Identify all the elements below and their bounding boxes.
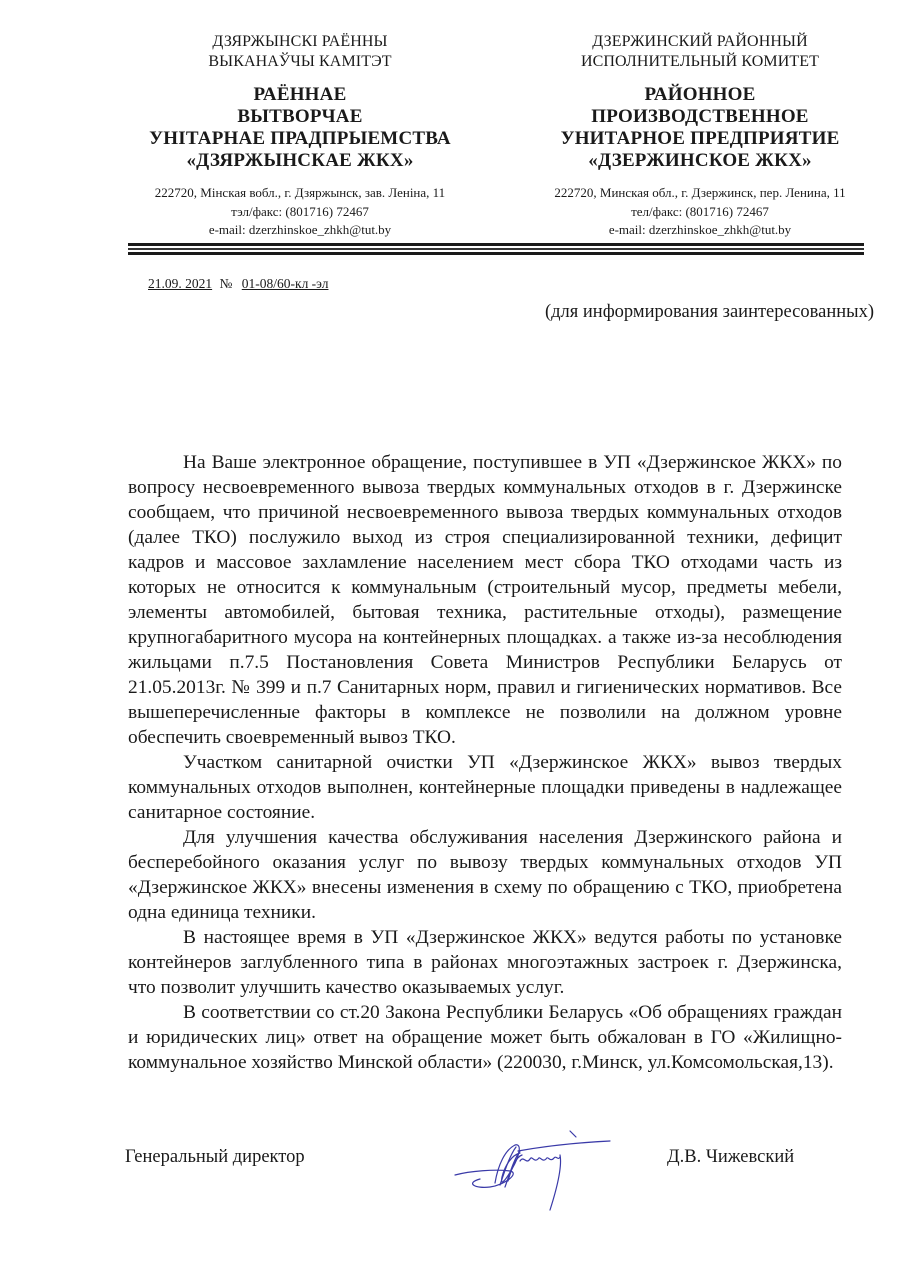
body-paragraph: Участком санитарной очистки УП «Дзержинское ЖКХ» вывоз твердых коммунальных отходов выполнен, контейнерные площадки приведены в надлежащее санитарное состояние. xyxy=(128,752,842,823)
email: e-mail: dzerzhinskoe_zhkh@tut.by xyxy=(208,222,392,237)
reference-line xyxy=(140,276,328,292)
contacts-ru xyxy=(510,184,890,240)
org-name-line: «ДЗЕРЖИНСКОЕ ЖКХ» xyxy=(588,150,812,171)
parent-org-line: ИСПОЛНИТЕЛЬНЫЙ КОМИТЕТ xyxy=(580,53,820,70)
body-paragraph: Для улучшения качества обслуживания населения Дзержинского района и бесперебойного оказания услуг по вывозу твердых коммунальных отходов УП «Дзержинское ЖКХ» внесены изменения в схему по обращению с ТКО, приобретена одна единица техники. xyxy=(128,827,842,923)
ref-number: 01-08/60-кл -эл xyxy=(241,276,329,291)
letterhead-divider xyxy=(128,243,864,246)
body-paragraph: В соответствии со ст.20 Закона Республики Беларусь «Об обращениях граждан и юридических лиц» ответ на обращение может быть обжалован в ГО «Жилищно-коммунальное хозяйство Минской области» (220030, г.Минск, ул.Комсомольская,13). xyxy=(128,1002,842,1073)
address: 222720, Минская обл., г. Дзержинск, пер. Ленина, 11 xyxy=(554,185,846,200)
org-name-line: УНИТАРНОЕ ПРЕДПРИЯТИЕ xyxy=(560,128,840,149)
letterhead-divider xyxy=(128,248,864,250)
signatory-title: Генеральный директор xyxy=(125,1147,305,1167)
parent-org-ru xyxy=(510,32,890,72)
addressee: (для информирования заинтересованных) xyxy=(544,302,874,322)
letterhead-divider xyxy=(128,252,864,255)
org-name-ru xyxy=(510,84,890,172)
parent-org-line: ДЗЕРЖИНСКИЙ РАЙОННЫЙ xyxy=(592,33,808,50)
org-name-line: РАЁННАЕ xyxy=(253,84,347,105)
letterhead-belarusian xyxy=(130,32,470,240)
signatory-name: Д.В. Чижевский xyxy=(667,1147,795,1167)
org-name-line: УНІТАРНАЕ ПРАДПРЫЕМСТВА xyxy=(149,128,451,149)
ref-date: 21.09. 2021 xyxy=(148,276,213,291)
org-name-line: ПРОИЗВОДСТВЕННОЕ xyxy=(591,106,809,127)
body-paragraph: На Ваше электронное обращение, поступившее в УП «Дзержинское ЖКХ» по вопросу несвоевременного вывоза твердых коммунальных отходов в г. Дзержинске сообщаем, что причиной несвоевременного вывоза твердых коммунальных отходов (далее ТКО) послужило выход из строя специализированной техники, дефицит кадров и массовое захламление населением мест сбора ТКО отходами часть из которых не относится к коммунальным (строительный мусор, предметы мебели, элементы автомобилей, бытовая техника, растительные отходы), размещение крупногабаритного мусора на контейнерных площадках. а также из-за несоблюдения жильцами п.7.5 Постановления Совета Министров Республики Беларусь от 21.05.2013г. № 399 и п.7 Санитарных норм, правил и гигиенических нормативов. Все вышеперечисленные факторы в комплексе не позволили на должном уровне обеспечить своевременный вывоз ТКО. xyxy=(128,452,842,748)
parent-org-line: ВЫКАНАЎЧЫ КАМІТЭТ xyxy=(208,53,392,70)
org-name-by xyxy=(130,84,470,172)
parent-org-line: ДЗЯРЖЫНСКІ РАЁННЫ xyxy=(212,33,388,50)
ref-number-sign: № xyxy=(219,276,233,291)
org-name-line: ВЫТВОРЧАЕ xyxy=(237,106,363,127)
phone: тел/факс: (801716) 72467 xyxy=(631,203,769,219)
org-name-line: «ДЗЯРЖЫНСКАЕ ЖКХ» xyxy=(186,150,414,171)
phone: тэл/факс: (801716) 72467 xyxy=(231,203,369,219)
email: e-mail: dzerzhinskoe_zhkh@tut.by xyxy=(608,222,792,237)
body-paragraph: В настоящее время в УП «Дзержинское ЖКХ» ведутся работы по установке контейнеров заглубленного типа в районах многоэтажных застроек г. Дзержинска, что позволит улучшить качество оказываемых услуг. xyxy=(128,927,842,998)
letter-body xyxy=(128,450,842,1075)
address: 222720, Мінская вобл., г. Дзяржынск, зав. Леніна, 11 xyxy=(154,185,446,200)
handwritten-signature xyxy=(450,1125,620,1215)
contacts-by xyxy=(130,184,470,240)
org-name-line: РАЙОННОЕ xyxy=(644,84,756,105)
letterhead-russian xyxy=(510,32,890,240)
parent-org-by xyxy=(130,32,470,72)
